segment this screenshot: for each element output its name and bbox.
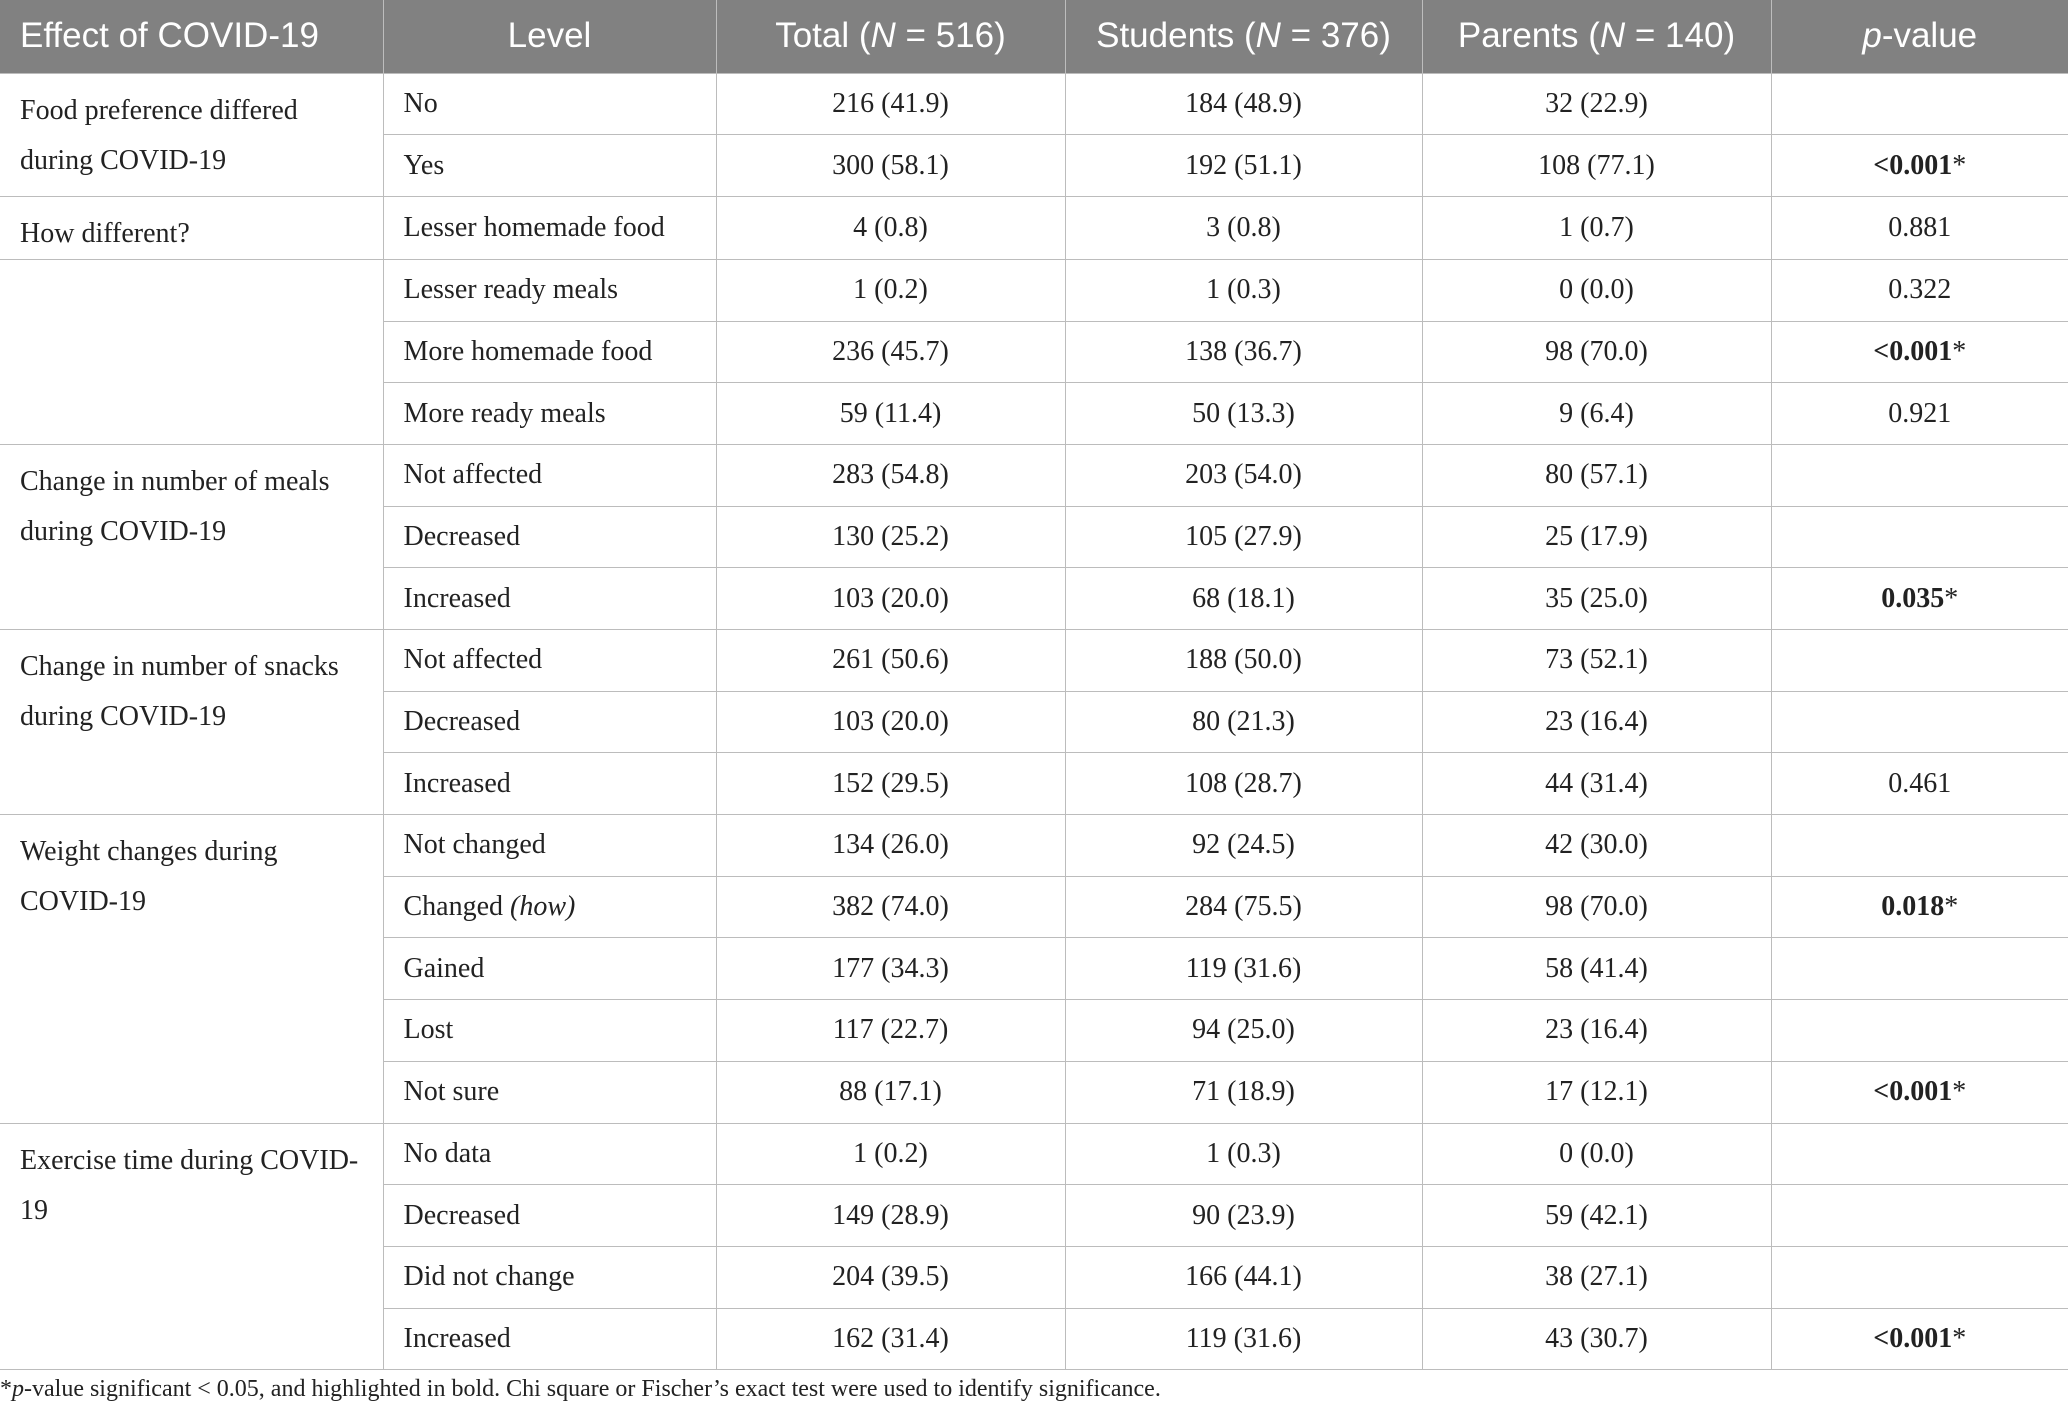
cell-students: 68 (18.1) — [1065, 568, 1422, 630]
group-label-weight: Weight changes during COVID-19 — [0, 815, 383, 1123]
p-value-star: * — [1952, 1322, 1967, 1354]
cell-students: 192 (51.1) — [1065, 135, 1422, 197]
cell-parents: 73 (52.1) — [1422, 630, 1771, 692]
cell-p-value — [1771, 815, 2068, 877]
cell-p-value — [1771, 383, 2068, 445]
cell-level: Increased — [383, 753, 716, 815]
p-value-number: <0.001 — [1873, 335, 1953, 367]
footnote-text: -value significant < 0.05, and highlighted in bold. Chi square or Fischer’s exact test were used to identify significance. — [24, 1376, 1161, 1402]
cell-total: 236 (45.7) — [716, 321, 1065, 383]
cell-level: Not changed — [383, 815, 716, 877]
cell-level: Lost — [383, 1000, 716, 1062]
p-value-number: 0.035 — [1881, 582, 1945, 614]
cell-total: 117 (22.7) — [716, 1000, 1065, 1062]
cell-students: 119 (31.6) — [1065, 938, 1422, 1000]
cell-parents: 98 (70.0) — [1422, 321, 1771, 383]
group-label-empty — [0, 259, 383, 444]
cell-p-value — [1771, 1308, 2068, 1370]
cell-p-value — [1771, 1123, 2068, 1185]
cell-p-value — [1771, 506, 2068, 568]
cell-p-value — [1771, 1185, 2068, 1247]
footnote-p: p — [12, 1376, 24, 1402]
cell-students: 50 (13.3) — [1065, 383, 1422, 445]
group-label-meals: Change in number of meals during COVID-19 — [0, 444, 383, 629]
cell-level: Decreased — [383, 1185, 716, 1247]
header-parents-post: = 140) — [1625, 16, 1736, 56]
cell-p-value — [1771, 1061, 2068, 1123]
cell-students: 203 (54.0) — [1065, 444, 1422, 506]
cell-parents: 9 (6.4) — [1422, 383, 1771, 445]
cell-students: 90 (23.9) — [1065, 1185, 1422, 1247]
cell-total: 1 (0.2) — [716, 259, 1065, 321]
cell-parents: 98 (70.0) — [1422, 876, 1771, 938]
cell-total: 162 (31.4) — [716, 1308, 1065, 1370]
header-parents-n: N — [1599, 16, 1626, 56]
header-students-post: = 376) — [1280, 16, 1391, 56]
cell-parents: 38 (27.1) — [1422, 1246, 1771, 1308]
cell-parents: 17 (12.1) — [1422, 1061, 1771, 1123]
cell-total: 283 (54.8) — [716, 444, 1065, 506]
p-value-number: 0.322 — [1888, 274, 1952, 306]
cell-students: 105 (27.9) — [1065, 506, 1422, 568]
cell-p-value — [1771, 444, 2068, 506]
cell-students: 108 (28.7) — [1065, 753, 1422, 815]
cell-level: Not sure — [383, 1061, 716, 1123]
p-value-number: 0.018 — [1881, 891, 1945, 923]
p-value-number: 0.461 — [1888, 767, 1952, 799]
header-total-post: = 516) — [895, 16, 1006, 56]
cell-level: Not affected — [383, 630, 716, 692]
p-value-number: <0.001 — [1873, 1076, 1953, 1108]
header-p-value — [1771, 0, 2068, 73]
table-header-row — [0, 0, 2068, 73]
cell-p-value — [1771, 73, 2068, 135]
header-students-n: N — [1255, 16, 1281, 56]
table-row — [0, 1123, 2068, 1185]
cell-total: 103 (20.0) — [716, 568, 1065, 630]
footnote-star: * — [0, 1376, 12, 1402]
table-row — [0, 815, 2068, 877]
header-students-pre: Students ( — [1096, 16, 1256, 56]
p-value-star: * — [1952, 1076, 1967, 1108]
cell-p-value — [1771, 753, 2068, 815]
cell-level: Did not change — [383, 1246, 716, 1308]
cell-level: Decreased — [383, 506, 716, 568]
cell-parents: 58 (41.4) — [1422, 938, 1771, 1000]
group-label-snacks: Change in number of snacks during COVID-19 — [0, 630, 383, 815]
cell-parents: 25 (17.9) — [1422, 506, 1771, 568]
cell-total: 382 (74.0) — [716, 876, 1065, 938]
cell-total: 300 (58.1) — [716, 135, 1065, 197]
cell-total: 88 (17.1) — [716, 1061, 1065, 1123]
cell-students: 184 (48.9) — [1065, 73, 1422, 135]
cell-students: 1 (0.3) — [1065, 1123, 1422, 1185]
cell-students: 80 (21.3) — [1065, 691, 1422, 753]
cell-students: 166 (44.1) — [1065, 1246, 1422, 1308]
cell-level: Yes — [383, 135, 716, 197]
header-level: Level — [383, 0, 716, 73]
p-value-star: * — [1952, 149, 1967, 181]
cell-p-value — [1771, 259, 2068, 321]
cell-total: 149 (28.9) — [716, 1185, 1065, 1247]
cell-students: 3 (0.8) — [1065, 196, 1422, 259]
cell-level: Increased — [383, 568, 716, 630]
cell-p-value — [1771, 196, 2068, 259]
group-label-food-preference: Food preference differed during COVID-19 — [0, 73, 383, 196]
p-value-number: 0.921 — [1888, 397, 1952, 429]
header-parents — [1422, 0, 1771, 73]
header-total — [716, 0, 1065, 73]
cell-parents: 1 (0.7) — [1422, 196, 1771, 259]
p-value-star: * — [1944, 582, 1959, 614]
cell-parents: 23 (16.4) — [1422, 691, 1771, 753]
cell-parents: 43 (30.7) — [1422, 1308, 1771, 1370]
p-value-number: <0.001 — [1873, 149, 1953, 181]
p-value-star: * — [1944, 891, 1959, 923]
cell-parents: 44 (31.4) — [1422, 753, 1771, 815]
header-p-italic: p — [1862, 16, 1882, 56]
cell-level: No data — [383, 1123, 716, 1185]
header-students — [1065, 0, 1422, 73]
cell-level: More homemade food — [383, 321, 716, 383]
cell-p-value — [1771, 321, 2068, 383]
cell-parents: 23 (16.4) — [1422, 1000, 1771, 1062]
cell-p-value — [1771, 691, 2068, 753]
cell-level: No — [383, 73, 716, 135]
group-label-how-different: How different? — [0, 196, 383, 259]
cell-level: Increased — [383, 1308, 716, 1370]
cell-students: 138 (36.7) — [1065, 321, 1422, 383]
cell-level: Lesser ready meals — [383, 259, 716, 321]
table-row — [0, 444, 2068, 506]
cell-p-value — [1771, 135, 2068, 197]
cell-parents: 42 (30.0) — [1422, 815, 1771, 877]
cell-parents: 80 (57.1) — [1422, 444, 1771, 506]
cell-level: Lesser homemade food — [383, 196, 716, 259]
cell-students: 119 (31.6) — [1065, 1308, 1422, 1370]
cell-level: Not affected — [383, 444, 716, 506]
group-label-exercise: Exercise time during COVID-19 — [0, 1123, 383, 1370]
cell-level: Gained — [383, 938, 716, 1000]
header-p-rest: -value — [1881, 16, 1978, 56]
cell-p-value — [1771, 568, 2068, 630]
cell-parents: 35 (25.0) — [1422, 568, 1771, 630]
header-total-pre: Total ( — [775, 16, 871, 56]
cell-parents: 0 (0.0) — [1422, 1123, 1771, 1185]
cell-parents: 59 (42.1) — [1422, 1185, 1771, 1247]
cell-total: 261 (50.6) — [716, 630, 1065, 692]
level-text: Changed — [403, 891, 511, 923]
table-row — [0, 73, 2068, 135]
cell-total: 4 (0.8) — [716, 196, 1065, 259]
cell-students: 1 (0.3) — [1065, 259, 1422, 321]
cell-parents: 32 (22.9) — [1422, 73, 1771, 135]
cell-students: 284 (75.5) — [1065, 876, 1422, 938]
cell-total: 152 (29.5) — [716, 753, 1065, 815]
cell-parents: 108 (77.1) — [1422, 135, 1771, 197]
cell-students: 188 (50.0) — [1065, 630, 1422, 692]
cell-p-value — [1771, 1246, 2068, 1308]
table-footnote — [0, 1376, 1161, 1403]
cell-total: 134 (26.0) — [716, 815, 1065, 877]
cell-total: 1 (0.2) — [716, 1123, 1065, 1185]
cell-p-value — [1771, 630, 2068, 692]
p-value-number: <0.001 — [1873, 1322, 1953, 1354]
table-row — [0, 196, 2068, 259]
cell-level: Decreased — [383, 691, 716, 753]
cell-total: 130 (25.2) — [716, 506, 1065, 568]
cell-level: More ready meals — [383, 383, 716, 445]
cell-total: 103 (20.0) — [716, 691, 1065, 753]
cell-p-value — [1771, 876, 2068, 938]
cell-total: 216 (41.9) — [716, 73, 1065, 135]
table-row — [0, 259, 2068, 321]
cell-students: 71 (18.9) — [1065, 1061, 1422, 1123]
p-value-star: * — [1952, 335, 1967, 367]
table-row — [0, 630, 2068, 692]
cell-level — [383, 876, 716, 938]
header-effect: Effect of COVID-19 — [20, 16, 319, 56]
level-italic: (how) — [510, 891, 576, 923]
cell-parents: 0 (0.0) — [1422, 259, 1771, 321]
header-total-n: N — [870, 16, 896, 56]
cell-total: 204 (39.5) — [716, 1246, 1065, 1308]
cell-total: 177 (34.3) — [716, 938, 1065, 1000]
header-parents-pre: Parents ( — [1457, 16, 1600, 56]
cell-p-value — [1771, 938, 2068, 1000]
p-value-number: 0.881 — [1888, 211, 1952, 243]
cell-p-value — [1771, 1000, 2068, 1062]
cell-total: 59 (11.4) — [716, 383, 1065, 445]
cell-students: 92 (24.5) — [1065, 815, 1422, 877]
cell-students: 94 (25.0) — [1065, 1000, 1422, 1062]
